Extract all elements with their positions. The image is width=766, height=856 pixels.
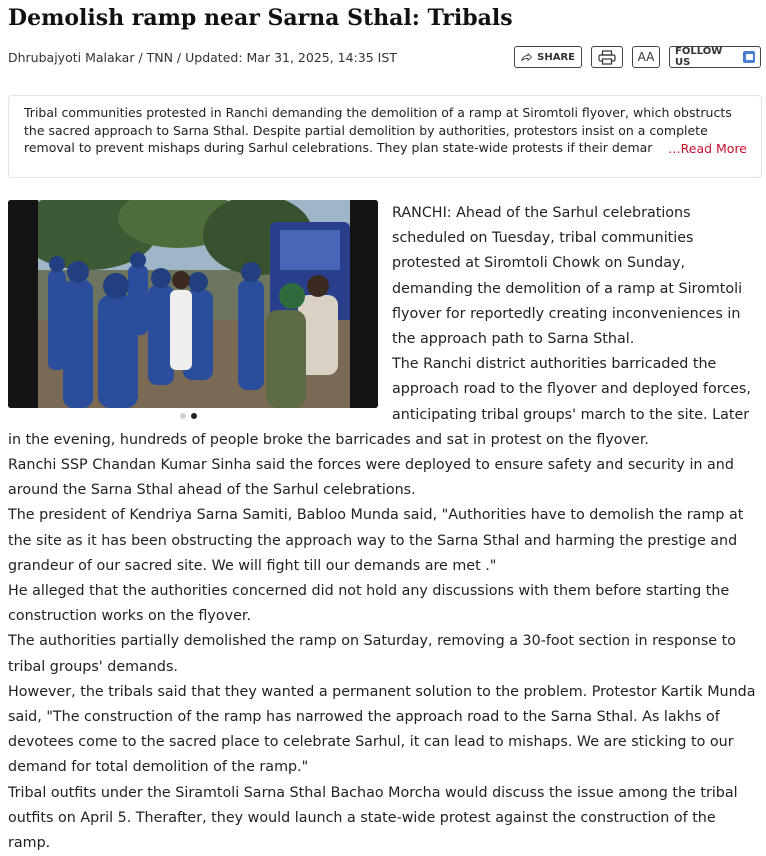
body-paragraph: The president of Kendriya Sarna Samiti, Babloo Munda said, "Authorities have to demolish the ramp at the site as it has been obstructing the approach way to the Sarna Sthal and harming the prestige and grandeur of our sacred site. We will fight till our demands are met ."	[8, 507, 744, 574]
body-paragraph: However, the tribals said that they wanted a permanent solution to the problem. Protestor Kartik Munda said, "The construction of the ramp has narrowed the approach road to the Sarna Sthal. As lakhs of devotees come to the sacred place to celebrate Sarhul, it can lead to mishaps. We are sticking to our demand for total demolition of the ramp."	[8, 683, 756, 776]
follow-us-button[interactable]	[669, 46, 761, 68]
byline: Dhrubajyoti Malakar / TNN / Updated: Mar 31, 2025, 14:35 IST	[8, 50, 397, 65]
font-size-button[interactable]: AA	[632, 46, 660, 68]
body-paragraph: Ranchi SSP Chandan Kumar Sinha said the forces were deployed to ensure safety and security in and around the Sarna Sthal ahead of the Sarhul celebrations.	[8, 457, 734, 499]
body-paragraph: The authorities partially demolished the ramp on Saturday, removing a 30-foot section in response to tribal groups' demands.	[8, 633, 736, 675]
article-summary	[8, 95, 762, 178]
summary-text	[24, 104, 747, 157]
body-paragraph: Tribal outfits under the Siramtoli Sarna Sthal Bachao Morcha would discuss the issue among the tribal outfits on April 5. Therafter, they would launch a state-wide protest against the construction of the ramp.	[8, 784, 738, 852]
share-arrow-icon	[521, 51, 532, 63]
body-paragraph: RANCHI: Ahead of the Sarhul celebrations scheduled on Tuesday, tribal communities protested at Siromtoli Chowk on Sunday, demanding the demolition of a ramp at Siromtoli flyover for reportedly creating inconveniences in the approach path to Sarna Sthal.	[392, 205, 743, 348]
print-button[interactable]	[591, 46, 623, 68]
read-more-link[interactable]: …Read More	[668, 140, 747, 156]
photo-float-spacer	[8, 201, 392, 427]
google-news-icon	[743, 51, 755, 63]
share-label: SHARE	[537, 51, 575, 63]
body-paragraph: The Ranchi district authorities barricaded the approach road to the flyover and deployed forces, anticipating tribal groups' march to the site. Later in the evening, hundreds of people broke the barricades and sat in protest on the flyover.	[8, 356, 751, 448]
printer-icon	[598, 50, 616, 65]
summary-body: Tribal communities protested in Ranchi demanding the demolition of a ramp at Siromtoli flyover, which obstructs the sacred approach to Sarna Sthal. Despite partial demolition by authorities, protestors insist on a complete removal to prevent mishaps during Sarhul celebrations. They plan state-wide protests if their demar	[24, 105, 732, 155]
body-paragraph: He alleged that the authorities concerned did not hold any discussions with them before starting the construction works on the flyover.	[8, 583, 730, 625]
follow-us-label: FOLLOW US	[675, 46, 723, 68]
article-body	[8, 201, 762, 856]
article-toolbar	[514, 46, 761, 68]
headline: Demolish ramp near Sarna Sthal: Tribals	[8, 5, 513, 31]
share-button[interactable]	[514, 46, 582, 68]
